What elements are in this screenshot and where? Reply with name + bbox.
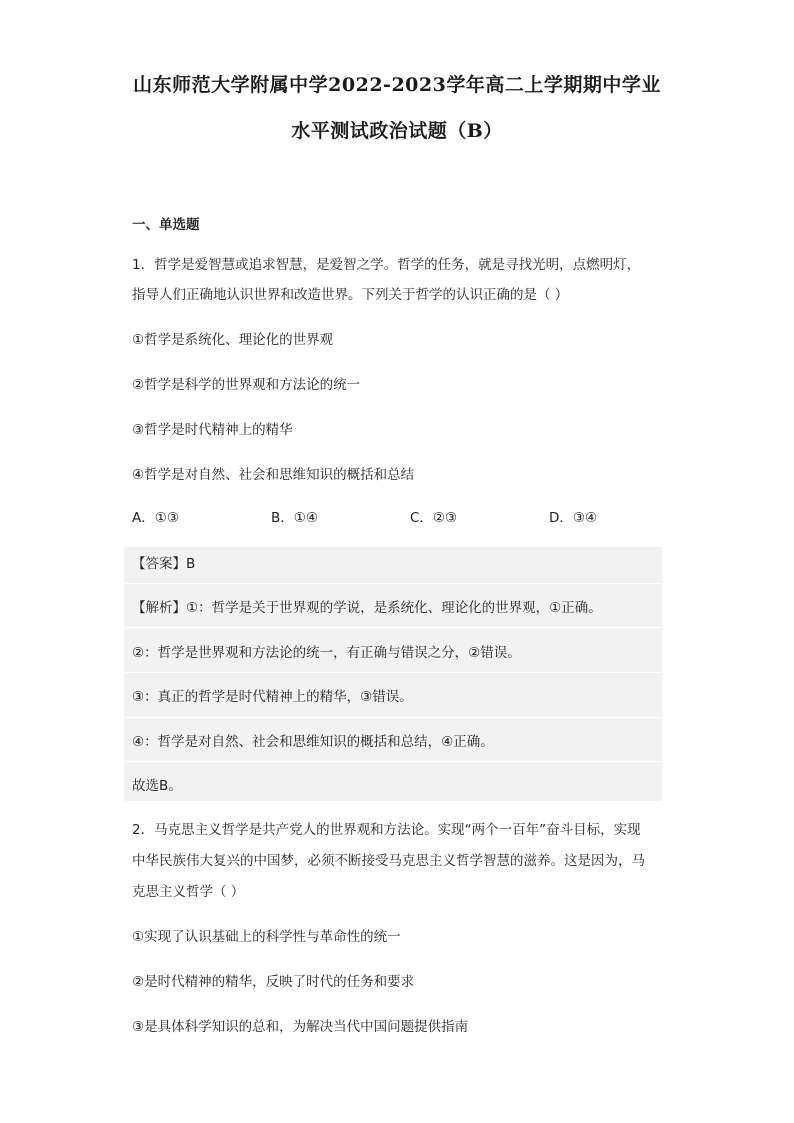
- divider: [124, 583, 662, 584]
- q1-answer: 【答案】B: [132, 556, 196, 572]
- q1-stem-line-2: 指导人们正确地认识世界和改造世界。下列关于哲学的认识正确的是（ ）: [132, 287, 569, 303]
- q1-item: ②哲学是科学的世界观和方法论的统一: [132, 377, 361, 393]
- q2-item: ③是具体科学知识的总和，为解决当代中国问题提供指南: [132, 1019, 469, 1035]
- q1-analysis-line: ②：哲学是世界观和方法论的统一，有正确与错误之分，②错误。: [132, 645, 521, 661]
- q2-item: ①实现了认识基础上的科学性与革命性的统一: [132, 929, 401, 945]
- q1-option-b: B．①④: [271, 510, 318, 526]
- document-title-line-1: 山东师范大学附属中学2022-2023学年高二上学期期中学业: [133, 74, 661, 96]
- q1-item: ③哲学是时代精神上的精华: [132, 422, 293, 438]
- section-heading: 一、单选题: [132, 217, 200, 233]
- q2-stem-line-2: 中华民族伟大复兴的中国梦，必须不断接受马克思主义哲学智慧的滋养。这是因为，马: [132, 853, 645, 869]
- q1-option-d: D．③④: [549, 510, 598, 526]
- q1-stem-line-1: 1．哲学是爱智慧或追求智慧，是爱智之学。哲学的任务，就是寻找光明，点燃明灯，: [132, 257, 641, 273]
- q1-option-c: C．②③: [410, 510, 458, 526]
- answer-analysis-box: [124, 547, 662, 801]
- q1-analysis-line: 故选B。: [132, 778, 182, 794]
- divider: [124, 627, 662, 628]
- q1-option-a: A．①③: [132, 510, 179, 526]
- divider: [124, 672, 662, 673]
- document-title-line-2: 水平测试政治试题（B）: [291, 120, 503, 142]
- q2-item: ②是时代精神的精华，反映了时代的任务和要求: [132, 974, 415, 990]
- q2-stem-line-3: 克思主义哲学（ ）: [132, 884, 245, 900]
- q1-analysis-line: ③：真正的哲学是时代精神上的精华，③错误。: [132, 689, 413, 705]
- q1-analysis-line: 【解析】①：哲学是关于世界观的学说，是系统化、理论化的世界观，①正确。: [132, 600, 602, 616]
- q1-analysis-line: ④：哲学是对自然、社会和思维知识的概括和总结，④正确。: [132, 734, 494, 750]
- divider: [124, 761, 662, 762]
- divider: [124, 717, 662, 718]
- q1-item: ④哲学是对自然、社会和思维知识的概括和总结: [132, 467, 415, 483]
- q2-stem-line-1: 2．马克思主义哲学是共产党人的世界观和方法论。实现“两个一百年”奋斗目标，实现: [132, 822, 641, 838]
- q1-item: ①哲学是系统化、理论化的世界观: [132, 332, 334, 348]
